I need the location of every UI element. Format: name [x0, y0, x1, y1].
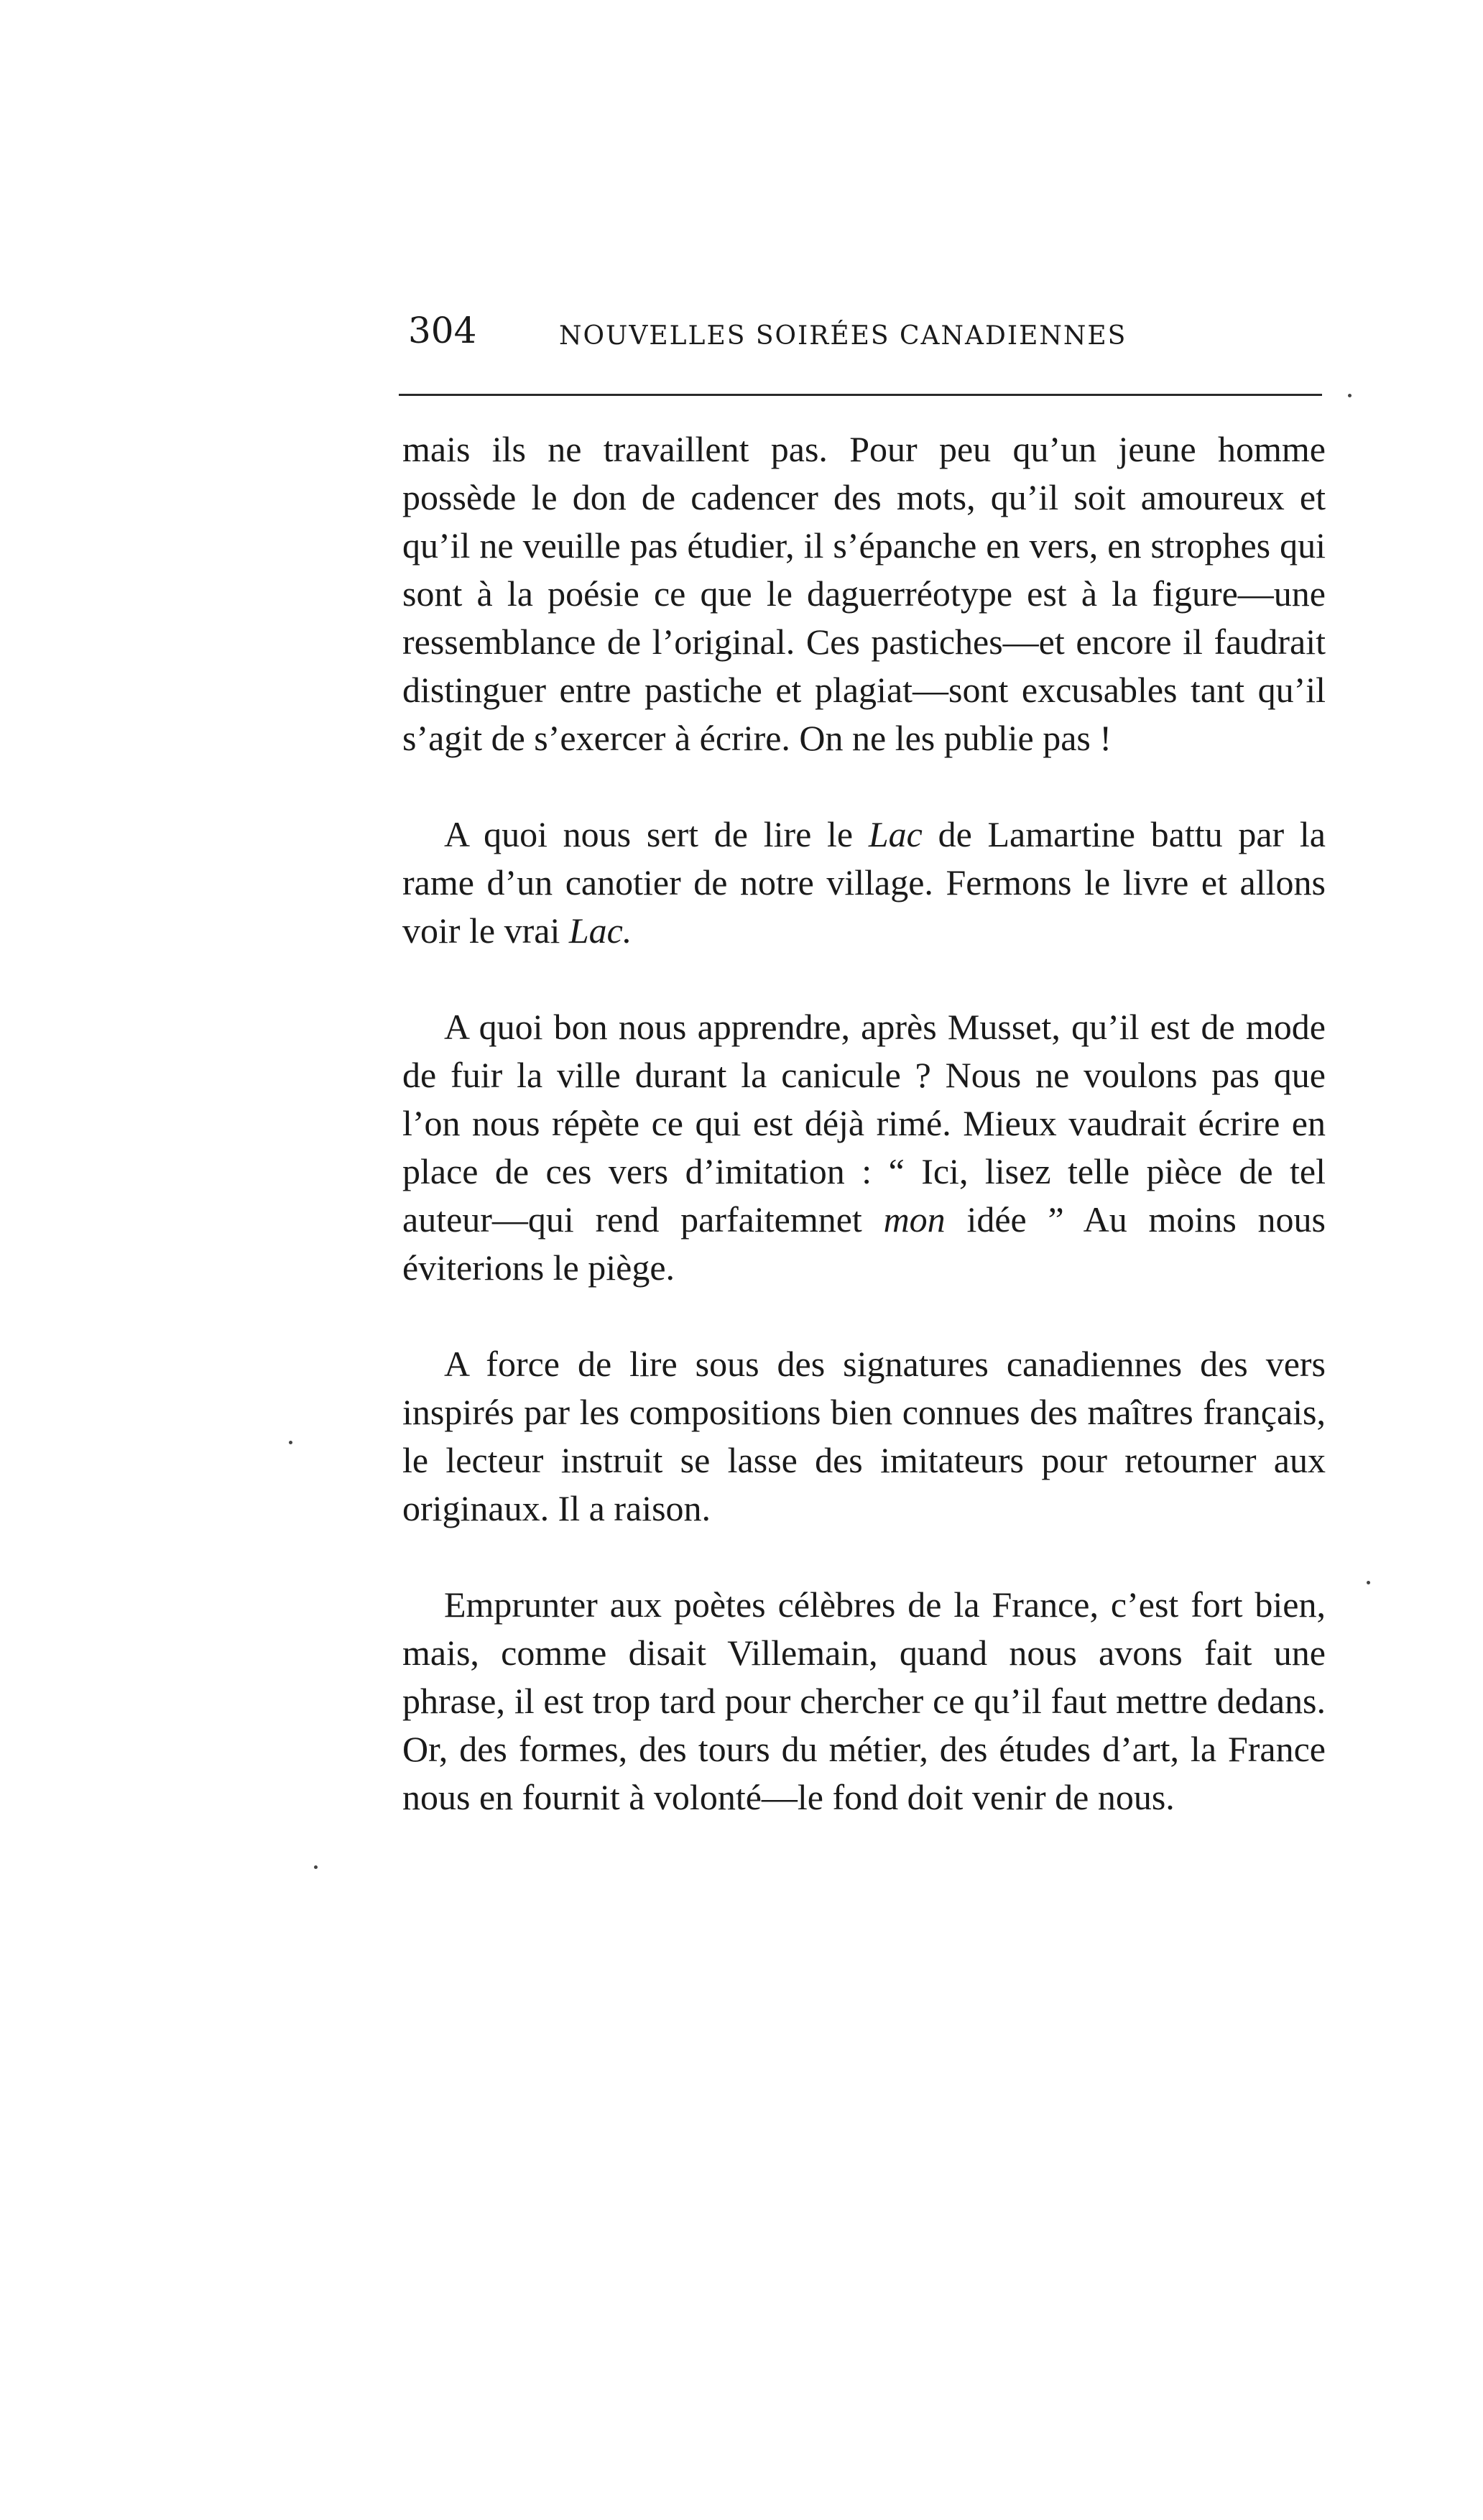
scan-speck — [314, 1865, 318, 1869]
page-number: 304 — [408, 310, 477, 351]
paragraph-2 — [402, 811, 1326, 955]
paragraph-3-text-a: A quoi bon nous apprendre, après Musset, qu’il est de mode de fuir la ville durant la canicule ? Nous ne voulons pas que l’on nous répète ce qui est déjà rimé. Mieux vaudrait écrire en place de ces vers d’imitation : “ Ici, lisez telle pièce de tel auteur—qui rend parfaitemnet — [402, 1007, 1326, 1240]
body-text — [402, 425, 1326, 1822]
page-header — [408, 302, 1328, 359]
paragraph-5: Emprunter aux poètes célèbres de la France, c’est fort bien, mais, comme disait Villemain, quand nous avons fait une phrase, il est trop tard pour chercher ce qu’il faut mettre dedans. Or, des formes, des tours du métier, des études d’art, la France nous en fournit à volonté—le fond doit venir de nous. — [402, 1584, 1326, 1817]
scan-speck — [289, 1441, 292, 1444]
running-title: NOUVELLES SOIRÉES CANADIENNES — [559, 321, 1127, 351]
paragraph-3-text-b: idée ” Au moins nous éviterions le piège. — [402, 1199, 1326, 1288]
paragraph-1: mais ils ne travaillent pas. Pour peu qu’un jeune homme possède le don de cadencer des mots, qu’il soit amoureux et qu’il ne veuille pas étudier, il s’épanche en vers, en strophes qui sont à la poésie ce que le daguerréotype est à la figure—une ressemblance de l’original. Ces pastiches—et encore il faudrait distinguer entre pastiche et plagiat—sont excusables tant qu’il s’agit de s’exercer à écrire. On ne les publie pas ! — [402, 429, 1326, 758]
scan-speck — [1367, 1581, 1370, 1584]
paragraph-2-italic-lac: Lac — [868, 814, 923, 854]
paragraph-3-italic-mon: mon — [883, 1199, 946, 1240]
paragraph-2-italic-lac-2: Lac. — [568, 910, 632, 951]
paragraph-2-text-a: A quoi nous sert de lire le — [444, 814, 869, 854]
paragraph-3 — [402, 1003, 1326, 1292]
header-rule — [399, 394, 1322, 396]
paragraph-4: A force de lire sous des signatures canadiennes des vers inspirés par les compositions bien connues des maîtres français, le lecteur instruit se lasse des imitateurs pour retourner aux originaux. Il a raison. — [402, 1344, 1326, 1528]
scan-speck — [1348, 394, 1352, 397]
paragraph-2-text-b: de Lamartine battu par la rame d’un canotier de notre village. Fermons le livre et allons voir le vrai — [402, 814, 1326, 951]
